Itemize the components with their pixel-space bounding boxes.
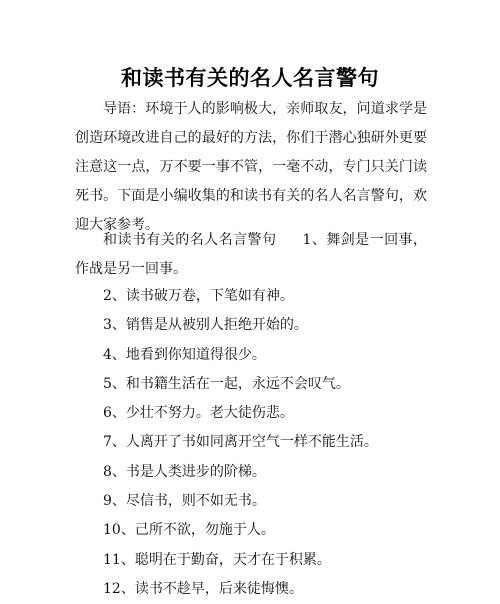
quote-item-11: 11、聪明在于勤奋，天才在于积累。 <box>103 551 331 568</box>
quote-item-9: 9、尽信书，则不如无书。 <box>103 493 266 510</box>
first-quote-paragraph <box>75 226 427 284</box>
quote-item-3: 3、销售是从被别人拒绝开始的。 <box>103 317 308 334</box>
quote-item-2: 2、读书破万卷，下笔如有神。 <box>103 288 294 304</box>
quote-item-12: 12、读书不趁早，后来徒悔懊。 <box>103 580 303 597</box>
section-heading: 和读书有关的名人名言警句 <box>103 232 277 248</box>
quote-item-8: 8、书是人类进步的阶梯。 <box>103 463 266 480</box>
quote-item-6: 6、少壮不努力。老大徒伤悲。 <box>103 405 294 422</box>
quote-item-4: 4、地看到你知道得很少。 <box>103 346 266 363</box>
quote-item-7: 7、人离开了书如同离开空气一样不能生活。 <box>103 434 378 451</box>
quote-list <box>103 282 378 604</box>
document-title: 和读书有关的名人名言警句 <box>121 65 379 90</box>
intro-paragraph: 导语：环境于人的影响极大，亲师取友，问道求学是创造环境改进自己的最好的方法，你们于潜心独研外更要注意这一点，万不要一事不管，一毫不动，专门只关门读死书。下面是小编收集的和读书有关的名人名言警句，欢迎大家参考。 <box>75 101 427 233</box>
quote-item-5: 5、和书籍生活在一起，永远不会叹气。 <box>103 375 350 392</box>
quote-item-10: 10、己所不欲，勿施于人。 <box>103 522 275 539</box>
quote-item-1: 1、舞剑是一回事，作战是另一回事。 <box>75 232 427 277</box>
